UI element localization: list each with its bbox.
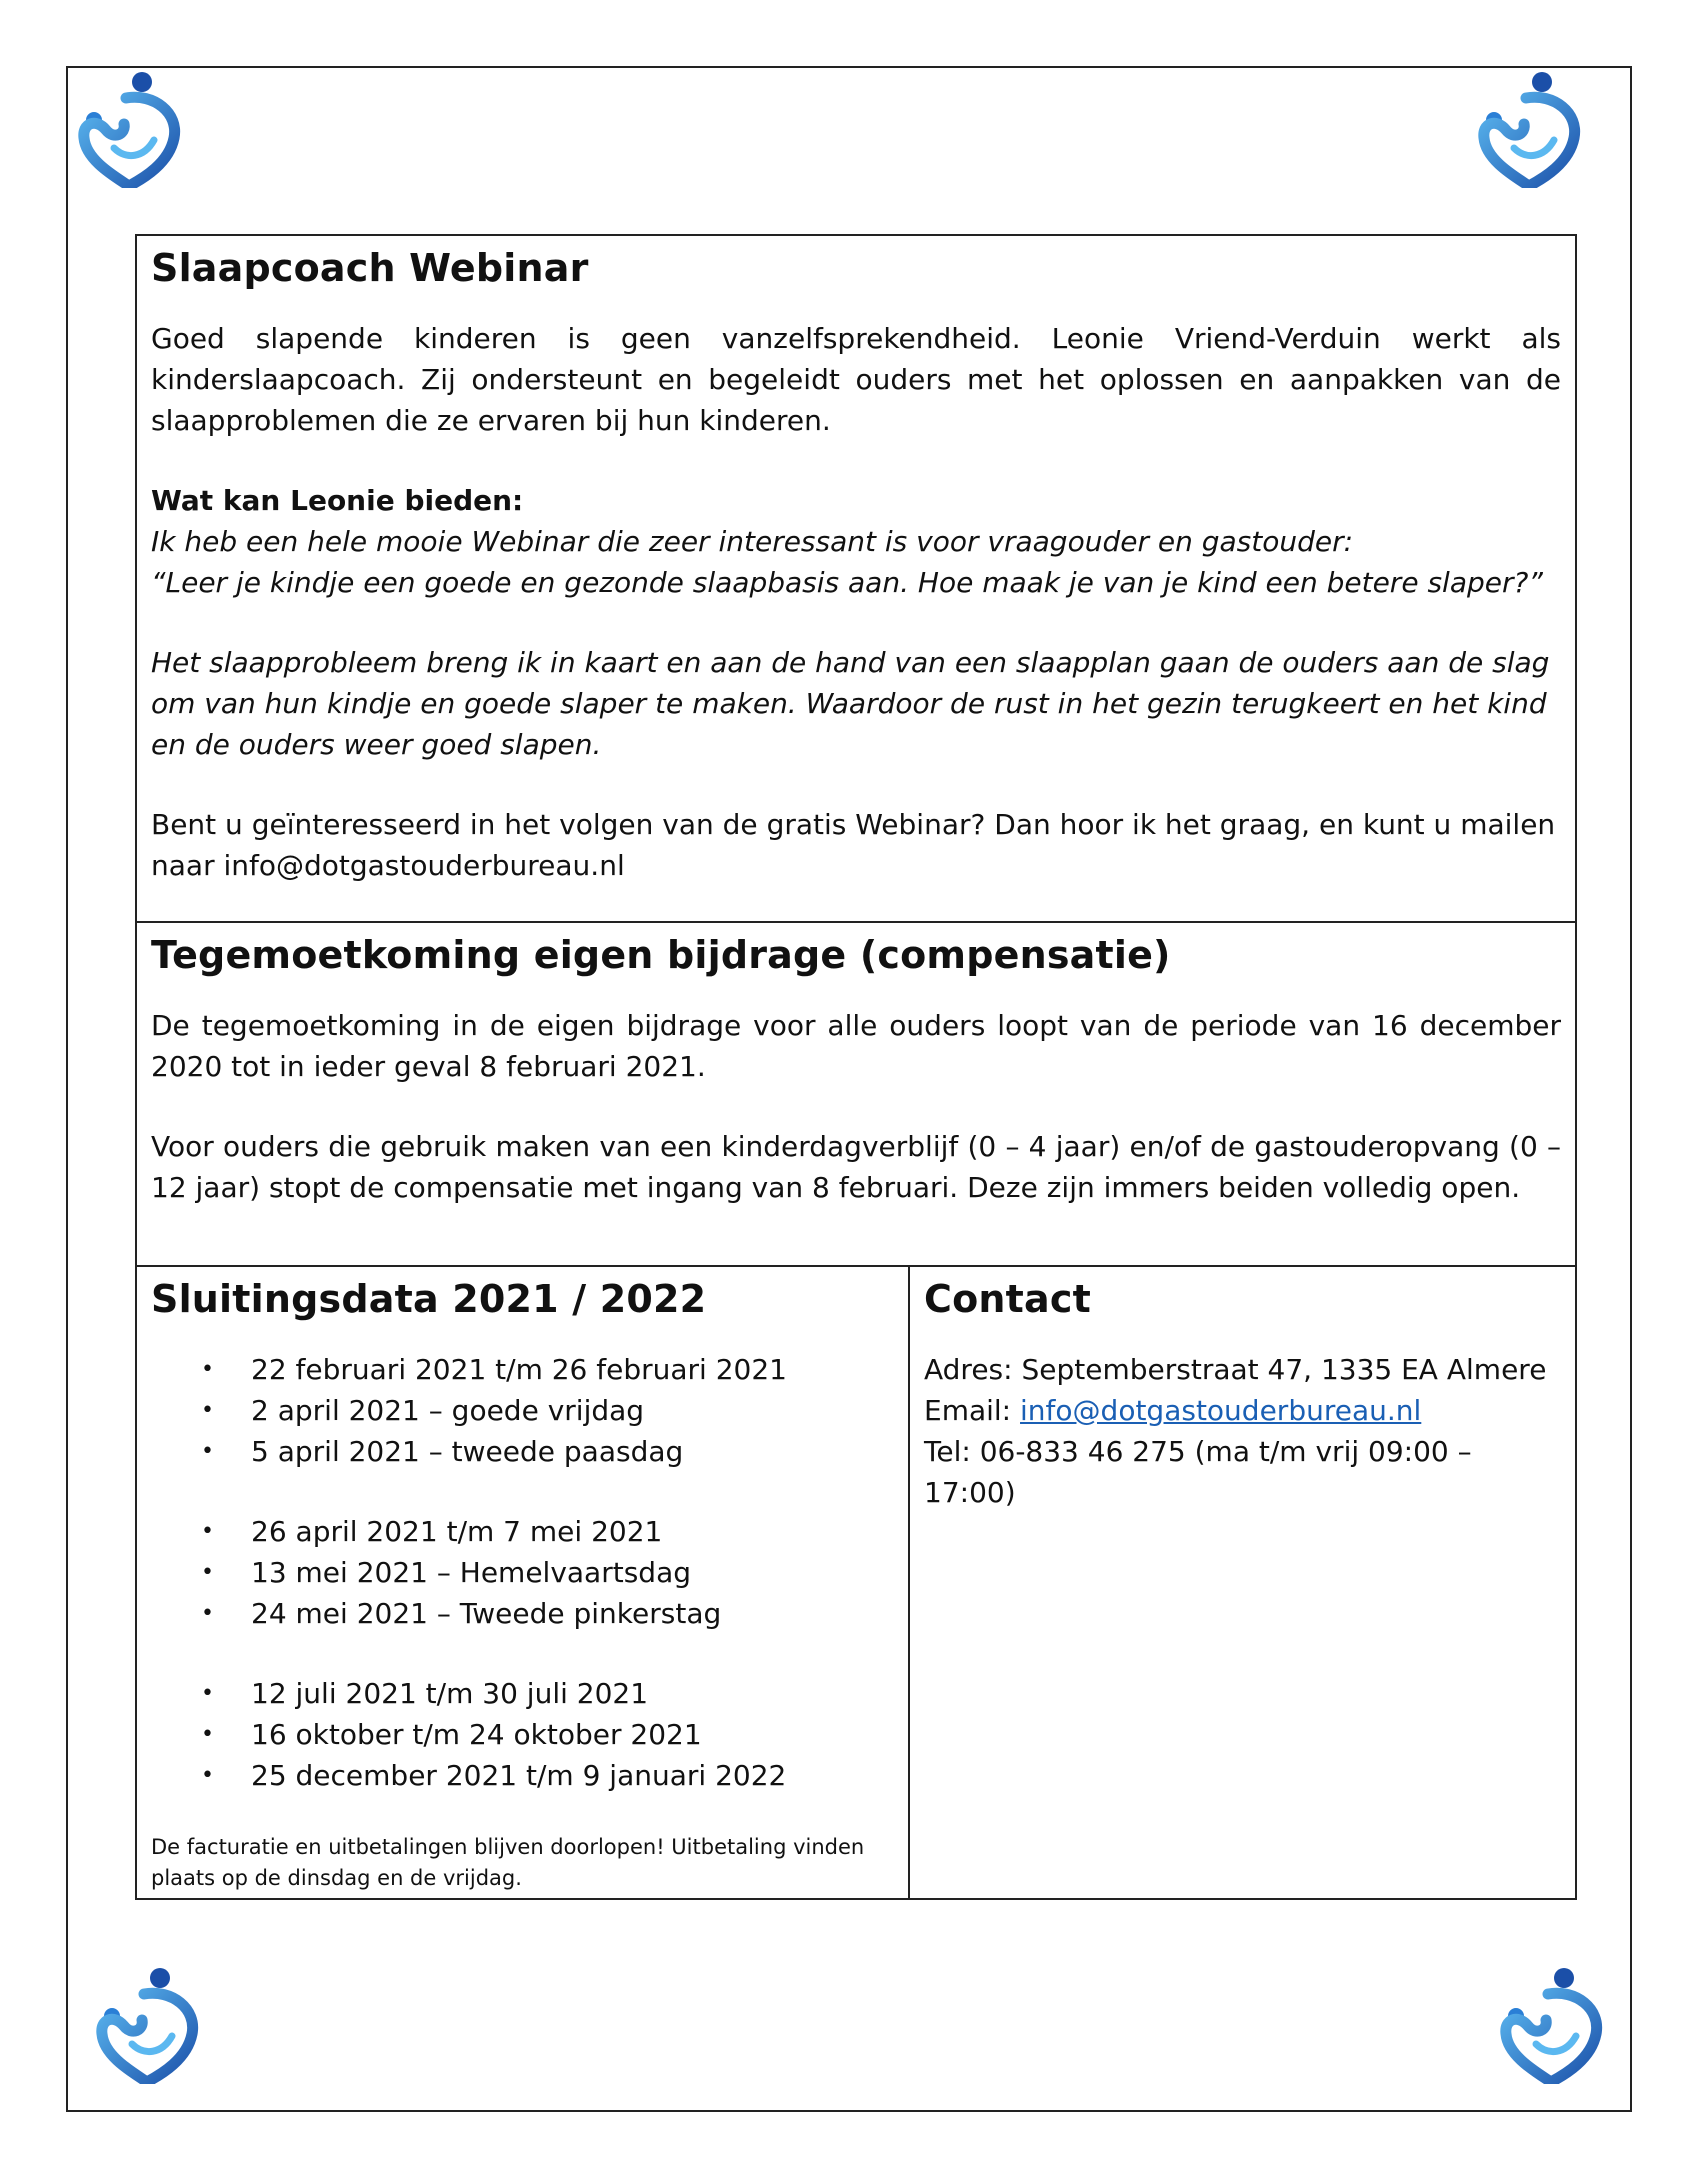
bullet-icon: •	[201, 1722, 214, 1747]
bullet-icon: •	[201, 1439, 214, 1464]
list-item: • 22 februari 2021 t/m 26 februari 2021	[201, 1349, 894, 1390]
compensatie-para-2: Voor ouders die gebruik maken van een kinderdagverblijf (0 – 4 jaar) en/of de gastouderopvang (0 – 12 jaar) stopt de compensatie met ingang van 8 februari. Deze zijn immers beiden volledig open.	[151, 1130, 1561, 1204]
bullet-icon: •	[201, 1681, 214, 1706]
logo-icon	[1496, 1964, 1606, 2084]
email-link[interactable]: info@dotgastouderbureau.nl	[1020, 1394, 1422, 1427]
list-item: • 25 december 2021 t/m 9 januari 2022	[201, 1755, 894, 1796]
closing-dates-list	[151, 1349, 894, 1472]
bullet-icon: •	[201, 1763, 214, 1788]
compensatie-section	[137, 923, 1575, 1267]
list-item: • 5 april 2021 – tweede paasdag	[201, 1431, 894, 1472]
section-title: Sluitingsdata 2021 / 2022	[151, 1277, 707, 1321]
bullet-icon: •	[201, 1560, 214, 1585]
closing-dates-list	[151, 1673, 894, 1796]
list-item: • 13 mei 2021 – Hemelvaartsdag	[201, 1552, 894, 1593]
contact-phone: Tel: 06-833 46 275 (ma t/m vrij 09:00 – 17:00)	[924, 1435, 1472, 1509]
list-item: • 26 april 2021 t/m 7 mei 2021	[201, 1511, 894, 1552]
contact-section	[910, 1267, 1575, 1898]
logo-icon	[74, 68, 184, 188]
bullet-icon: •	[201, 1398, 214, 1423]
bullet-icon: •	[201, 1519, 214, 1544]
logo-icon	[92, 1964, 202, 2084]
payment-footnote: De facturatie en uitbetalingen blijven doorlopen! Uitbetaling vinden plaats op de dinsdag en de vrijdag.	[151, 1835, 865, 1890]
newsletter-table	[135, 234, 1577, 1900]
webinar-cta: Bent u geïnteresseerd in het volgen van de gratis Webinar? Dan hoor ik het graag, en kunt u mailen naar info@dotgastouderbureau.nl	[151, 808, 1556, 882]
list-item: • 16 oktober t/m 24 oktober 2021	[201, 1714, 894, 1755]
slaapcoach-section	[137, 236, 1575, 923]
list-item: • 12 juli 2021 t/m 30 juli 2021	[201, 1673, 894, 1714]
contact-email: Email: info@dotgastouderbureau.nl	[924, 1394, 1422, 1427]
bottom-row	[137, 1267, 1575, 1898]
logo-icon	[1474, 68, 1584, 188]
list-item: • 2 april 2021 – goede vrijdag	[201, 1390, 894, 1431]
section-title: Slaapcoach Webinar	[151, 246, 589, 290]
slaapplan-text: Het slaapprobleem breng ik in kaart en aan de hand van een slaapplan gaan de ouders aan de slag om van hun kindje en goede slaper te maken. Waardoor de rust in het gezin terugkeert en het kind en de ouders weer goed slapen.	[151, 646, 1550, 761]
section-title: Contact	[924, 1277, 1091, 1321]
bullet-icon: •	[201, 1357, 214, 1382]
closing-dates-list	[151, 1511, 894, 1634]
bullet-icon: •	[201, 1601, 214, 1626]
contact-address: Adres: Septemberstraat 47, 1335 EA Almere	[924, 1353, 1547, 1386]
section-title: Tegemoetkoming eigen bijdrage (compensatie)	[151, 933, 1171, 977]
list-item: • 24 mei 2021 – Tweede pinkerstag	[201, 1593, 894, 1634]
offer-heading: Wat kan Leonie bieden:	[151, 484, 524, 517]
compensatie-para-1: De tegemoetkoming in de eigen bijdrage voor alle ouders loopt van de periode van 16 december 2020 tot in ieder geval 8 februari 2021.	[151, 1009, 1561, 1083]
offer-line-1: Ik heb een hele mooie Webinar die zeer interessant is voor vraagouder en gastouder:	[151, 525, 1354, 558]
offer-line-2: “Leer je kindje een goede en gezonde slaapbasis aan. Hoe maak je van je kind een betere slaper?”	[151, 566, 1543, 599]
slaapcoach-intro: Goed slapende kinderen is geen vanzelfsprekendheid. Leonie Vriend-Verduin werkt als kinderslaapcoach. Zij ondersteunt en begeleidt ouders met het oplossen en aanpakken van de slaapproblemen die ze ervaren bij hun kinderen.	[151, 322, 1561, 437]
sluitingsdata-section	[137, 1267, 910, 1898]
